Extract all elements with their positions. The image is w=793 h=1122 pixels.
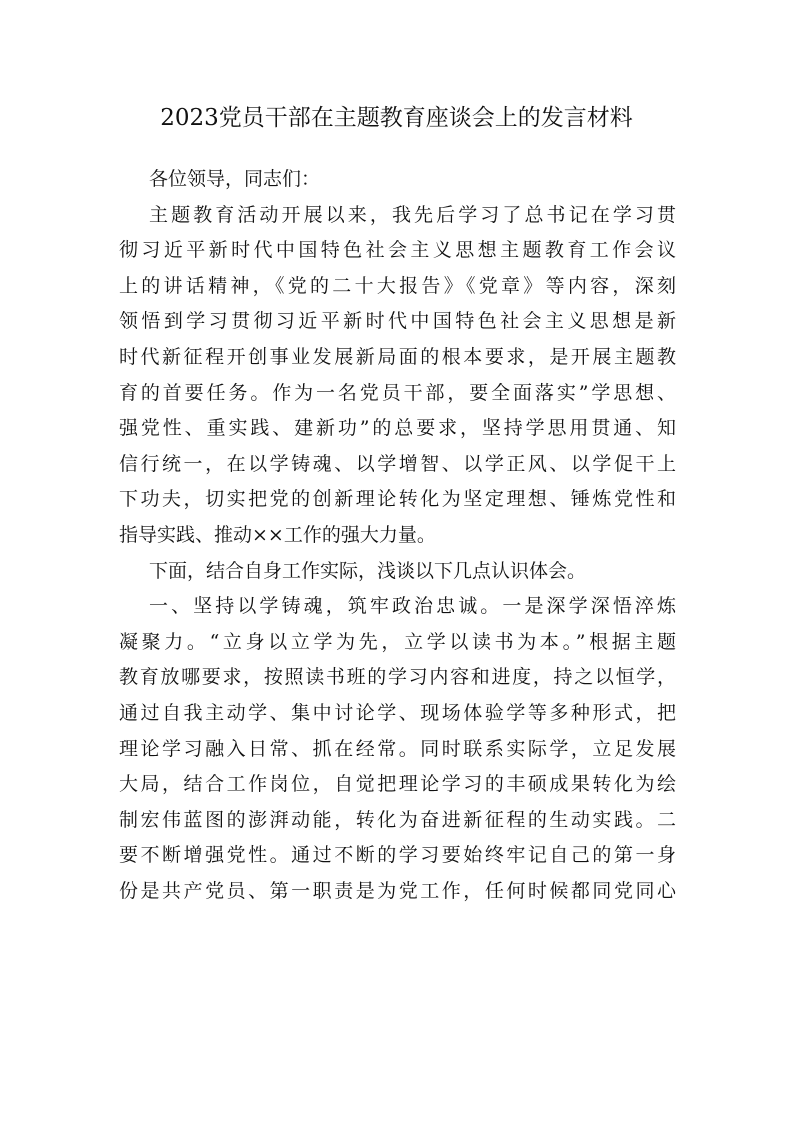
text-line: 一、坚持以学铸魂，筑牢政治忠诚。一是深学深悟淬炼	[149, 595, 676, 618]
text-line: 领悟到学习贯彻习近平新时代中国特色社会主义思想是新	[119, 310, 676, 333]
text-line: 主题教育活动开展以来，我先后学习了总书记在学习贯	[149, 203, 676, 226]
text-line: 理论学习融入日常、抓在经常。同时联系实际学，立足发展	[119, 737, 676, 760]
document-title: 2023党员干部在主题教育座谈会上的发言材料	[160, 105, 633, 131]
text-line: 教育放哪要求，按照读书班的学习内容和进度，持之以恒学，	[119, 666, 676, 689]
document-body	[119, 162, 676, 909]
text-line: 下功夫，切实把党的创新理论转化为坚定理想、锤炼党性和	[119, 488, 676, 511]
text-line: 各位领导，同志们：	[149, 168, 321, 190]
text-line: 大局，结合工作岗位，自觉把理论学习的丰硕成果转化为绘	[119, 773, 676, 796]
text-line: 上的讲话精神，《党的二十大报告》《党章》等内容，深刻	[119, 274, 676, 297]
text-line: 下面，结合自身工作实际，浅谈以下几点认识体会。	[149, 559, 587, 582]
text-line: 彻习近平新时代中国特色社会主义思想主题教育工作会议	[119, 239, 676, 262]
text-line: 份是共产党员、第一职责是为党工作，任何时候都同党同心	[119, 879, 676, 902]
text-line: 制宏伟蓝图的澎湃动能，转化为奋进新征程的生动实践。二	[119, 808, 676, 831]
text-line: 凝聚力。“立身以立学为先，立学以读书为本。”根据主题	[119, 630, 676, 653]
text-line: 要不断增强党性。通过不断的学习要始终牢记自己的第一身	[119, 844, 676, 867]
text-line: 育的首要任务。作为一名党员干部，要全面落实”学思想、	[119, 381, 676, 404]
text-line: 指导实践、推动××工作的强大力量。	[119, 523, 436, 546]
text-line: 通过自我主动学、集中讨论学、现场体验学等多种形式，把	[119, 701, 676, 724]
text-line: 强党性、重实践、建新功”的总要求，坚持学思用贯通、知	[119, 417, 676, 440]
text-line: 信行统一，在以学铸魂、以学增智、以学正风、以学促干上	[119, 452, 676, 475]
text-line: 时代新征程开创事业发展新局面的根本要求，是开展主题教	[119, 345, 676, 368]
